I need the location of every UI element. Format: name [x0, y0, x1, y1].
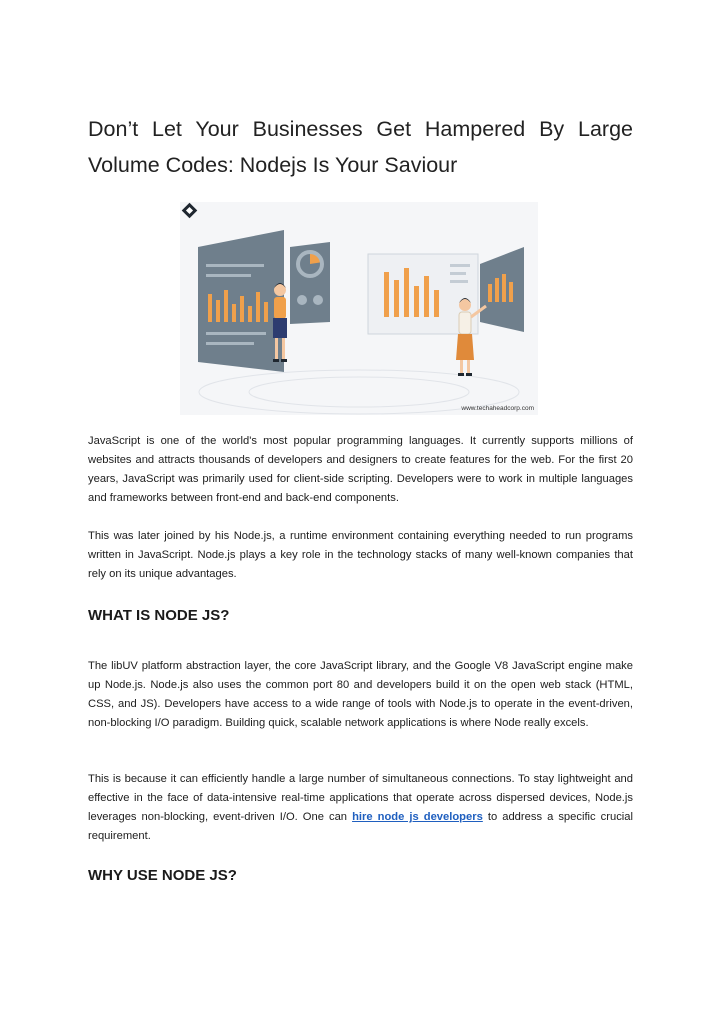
intro-paragraph-1: JavaScript is one of the world's most popular programming languages. It currently supports millions of websites and attracts thousands of developers and designers to create features for the web. For the first 20 years, JavaScript was primarily used for client-side scripting. Developers were to work in multiple languages and frameworks between front-end and back-end components.	[88, 435, 633, 505]
hero-illustration	[180, 202, 538, 415]
hire-node-developers-link[interactable]: hire node js developers	[352, 811, 483, 824]
paragraph-text-after-link: to address a specific crucial requirement.	[88, 811, 633, 843]
intro-paragraph-2: This was later joined by his Node.js, a runtime environment containing everything needed to run programs written in JavaScript. Node.js plays a key role in the technology stacks of many well-known companies that rely on its unique advantages.	[88, 530, 633, 581]
article-title: Don’t Let Your Businesses Get Hampered By Large Volume Codes: Nodejs Is Your Saviour	[88, 117, 633, 177]
section-heading-why-use-node: WHY USE NODE JS?	[88, 867, 237, 884]
hero-watermark: www.techaheadcorp.com	[461, 405, 534, 412]
section1-paragraph-2	[88, 770, 633, 846]
paragraph-text-before-link: This is because it can efficiently handle a large number of simultaneous connections. To stay lightweight and effective in the face of data-intensive real-time applications that operate across dispersed devices, Node.js leverages non-blocking, event-driven I/O. One can	[88, 773, 633, 824]
section1-paragraph-1: The libUV platform abstraction layer, the core JavaScript library, and the Google V8 JavaScript engine make up Node.js. Node.js also uses the common port 80 and developers build it on the open web stack (HTML, CSS, and JS). Developers have access to a wide range of tools with Node.js to operate in the event-driven, non-blocking I/O paradigm. Building quick, scalable network applications is where Node really excels.	[88, 660, 633, 730]
section-heading-what-is-node: WHAT IS NODE JS?	[88, 607, 230, 624]
